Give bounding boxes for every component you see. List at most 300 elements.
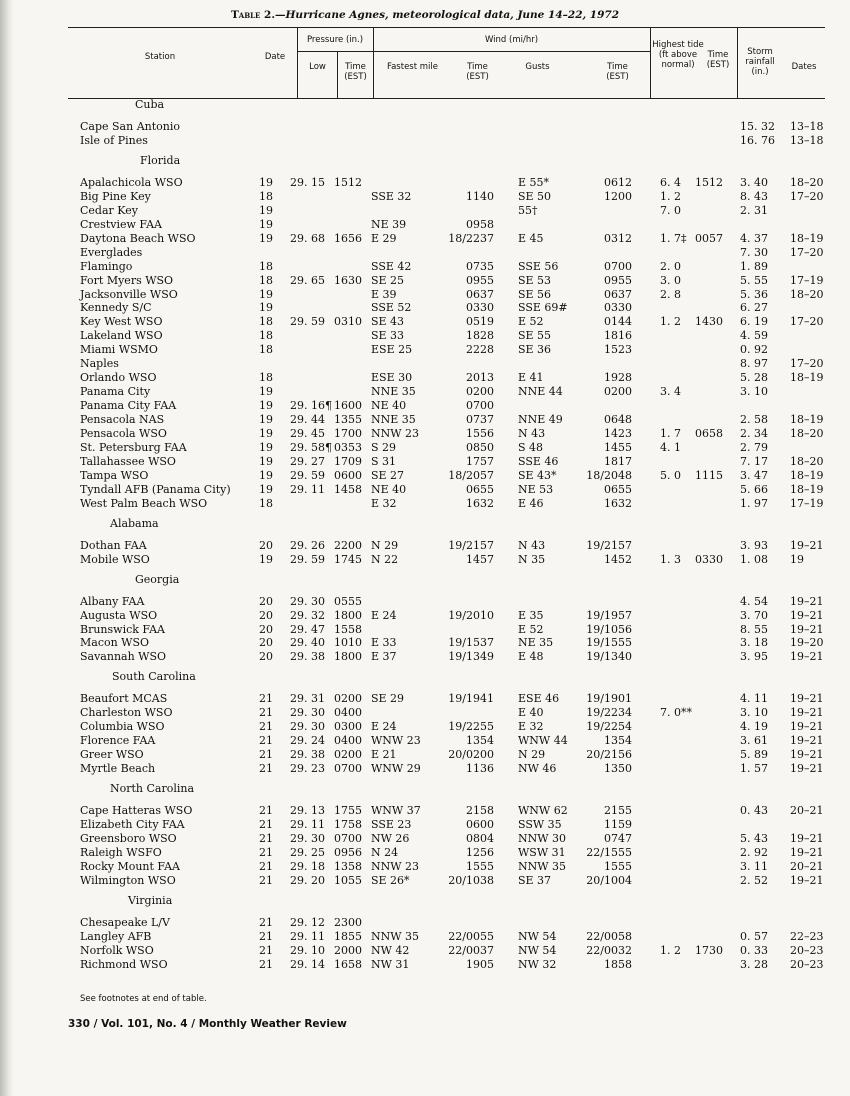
cell-dates: 19–21 bbox=[790, 538, 824, 552]
cell-station: Myrtle Beach bbox=[80, 762, 156, 776]
cell-gtime: 22/1555 bbox=[586, 845, 632, 859]
cell-rain: 5. 28 bbox=[740, 371, 768, 385]
cell-station: Tyndall AFB (Panama City) bbox=[80, 482, 231, 496]
cell-gusts: E 48 bbox=[518, 650, 544, 664]
cell-rain: 2. 79 bbox=[740, 440, 768, 454]
cell-gusts: E 45 bbox=[518, 231, 544, 245]
hdr-storm-rainfall: Storm rainfall (in.) bbox=[745, 47, 775, 77]
cell-ttime: 1430 bbox=[695, 315, 723, 329]
cell-station: Daytona Beach WSO bbox=[80, 231, 196, 245]
cell-ftime: 19/1537 bbox=[448, 636, 494, 650]
table-row bbox=[0, 232, 850, 246]
cell-tide: 6. 4 bbox=[660, 175, 681, 189]
cell-gtime: 1555 bbox=[604, 859, 632, 873]
table-row bbox=[0, 260, 850, 274]
cell-ftime: 0655 bbox=[466, 482, 494, 496]
table-row bbox=[0, 357, 850, 371]
cell-fastest: E 29 bbox=[371, 231, 397, 245]
table-row bbox=[0, 734, 850, 748]
cell-rain: 4. 19 bbox=[740, 720, 768, 734]
table-row bbox=[0, 930, 850, 944]
cell-gtime: 2155 bbox=[604, 804, 632, 818]
cell-ptime: 1358 bbox=[334, 859, 362, 873]
cell-low: 29. 59 bbox=[290, 468, 325, 482]
table-row bbox=[0, 441, 850, 455]
cell-station: West Palm Beach WSO bbox=[80, 496, 208, 510]
cell-gusts: N 29 bbox=[518, 748, 546, 762]
cell-ptime: 0700 bbox=[334, 831, 362, 845]
cell-station: Beaufort MCAS bbox=[80, 692, 168, 706]
cell-rain: 1. 89 bbox=[740, 259, 768, 273]
cell-gusts: N 43 bbox=[518, 538, 546, 552]
cell-ftime: 0200 bbox=[466, 385, 494, 399]
cell-date: 19 bbox=[259, 217, 273, 231]
section-heading: Cuba bbox=[135, 98, 165, 111]
cell-ftime: 0330 bbox=[466, 301, 494, 315]
table-row bbox=[0, 595, 850, 609]
table-row bbox=[0, 274, 850, 288]
cell-gtime: 1817 bbox=[604, 454, 632, 468]
cell-ftime: 2228 bbox=[466, 343, 494, 357]
cell-fastest: E 21 bbox=[371, 748, 397, 762]
section-heading: South Carolina bbox=[112, 670, 196, 684]
cell-date: 21 bbox=[259, 845, 273, 859]
cell-rain: 1. 57 bbox=[740, 762, 768, 776]
cell-low: 29. 38 bbox=[290, 748, 325, 762]
cell-fastest: SSE 52 bbox=[371, 301, 412, 315]
cell-gtime: 1858 bbox=[604, 957, 632, 971]
cell-station: Jacksonville WSO bbox=[80, 287, 178, 301]
cell-station: Panama City FAA bbox=[80, 399, 177, 413]
cell-ptime: 2300 bbox=[334, 915, 362, 929]
cell-rain: 3. 10 bbox=[740, 385, 768, 399]
cell-ttime: 0658 bbox=[695, 427, 723, 440]
cell-station: Norfolk WSO bbox=[80, 943, 154, 957]
cell-ftime: 0850 bbox=[466, 440, 494, 454]
cell-station: Crestview FAA bbox=[80, 217, 162, 231]
footnote: See footnotes at end of table. bbox=[80, 994, 207, 1004]
cell-date: 18 bbox=[259, 315, 273, 329]
cell-rain: 3. 28 bbox=[740, 957, 768, 971]
cell-date: 21 bbox=[259, 762, 273, 776]
cell-ftime: 0958 bbox=[466, 217, 494, 231]
table-row bbox=[0, 329, 850, 343]
cell-rain: 0. 57 bbox=[740, 929, 768, 943]
cell-ttime: 1115 bbox=[695, 468, 723, 482]
cell-station: Wilmington WSO bbox=[80, 873, 176, 887]
cell-date: 18 bbox=[259, 496, 273, 510]
cell-date: 19 bbox=[259, 175, 273, 189]
cell-ptime: 1630 bbox=[334, 273, 362, 287]
cell-gusts: E 32 bbox=[518, 720, 544, 734]
cell-low: 29. 13 bbox=[290, 804, 325, 818]
cell-ftime: 19/2010 bbox=[448, 608, 494, 622]
cell-gusts: SSE 69# bbox=[518, 301, 568, 315]
cell-ftime: 0737 bbox=[466, 413, 494, 427]
cell-gtime: 0612 bbox=[604, 175, 632, 189]
cell-ptime: 1458 bbox=[334, 482, 362, 496]
cell-dates: 19–21 bbox=[790, 873, 824, 887]
cell-ptime: 0200 bbox=[334, 748, 362, 762]
cell-ptime: 1600 bbox=[334, 399, 362, 413]
cell-ptime: 1512 bbox=[334, 175, 362, 189]
cell-gusts: NW 54 bbox=[518, 943, 557, 957]
cell-ftime: 1828 bbox=[466, 329, 494, 343]
cell-fastest: NNE 35 bbox=[371, 413, 416, 427]
cell-dates: 17–20 bbox=[790, 189, 824, 203]
hdr-fastest-mile: Fastest mile bbox=[386, 62, 438, 72]
cell-low: 29. 20 bbox=[290, 873, 325, 887]
table-row bbox=[0, 176, 850, 190]
cell-fastest: SE 29 bbox=[371, 692, 405, 706]
cell-gusts: E 35 bbox=[518, 608, 544, 622]
cell-dates: 19–21 bbox=[790, 692, 824, 706]
cell-gtime: 0655 bbox=[604, 482, 632, 496]
section-heading: Virginia bbox=[128, 893, 173, 907]
cell-fastest: N 22 bbox=[371, 552, 399, 566]
cell-low: 29. 59 bbox=[290, 315, 325, 329]
cell-date: 19 bbox=[259, 385, 273, 399]
table-row bbox=[0, 832, 850, 846]
cell-ftime: 19/1941 bbox=[448, 692, 494, 706]
cell-gusts: SSW 35 bbox=[518, 818, 562, 831]
table-row bbox=[0, 818, 850, 832]
cell-low: 29. 11 bbox=[290, 929, 325, 943]
cell-station: Elizabeth City FAA bbox=[80, 818, 185, 831]
cell-gtime: 0312 bbox=[604, 231, 632, 245]
cell-rain: 3. 11 bbox=[740, 859, 768, 873]
cell-gusts: E 40 bbox=[518, 706, 544, 720]
cell-station: Chesapeake L/V bbox=[80, 915, 170, 929]
cell-gtime: 0637 bbox=[604, 287, 632, 301]
cell-gusts: SE 53 bbox=[518, 273, 552, 287]
cell-ttime: 0057 bbox=[695, 231, 723, 245]
cell-low: 29. 10 bbox=[290, 943, 325, 957]
table-row bbox=[0, 455, 850, 469]
table-row bbox=[0, 371, 850, 385]
cell-fastest: NW 42 bbox=[371, 943, 410, 957]
cell-low: 29. 26 bbox=[290, 538, 325, 552]
cell-date: 20 bbox=[259, 650, 273, 664]
cell-ftime: 1354 bbox=[466, 734, 494, 748]
cell-low: 29. 40 bbox=[290, 636, 325, 650]
cell-dates: 19–21 bbox=[790, 734, 824, 748]
cell-gusts: WNW 62 bbox=[518, 804, 568, 818]
cell-fastest: NE 39 bbox=[371, 217, 407, 231]
cell-date: 21 bbox=[259, 818, 273, 831]
wind-subrule bbox=[373, 51, 650, 52]
cell-ptime: 0400 bbox=[334, 706, 362, 720]
cell-fastest: SSE 23 bbox=[371, 818, 412, 831]
cell-fastest: E 33 bbox=[371, 636, 397, 650]
cell-low: 29. 25 bbox=[290, 845, 325, 859]
cell-ftime: 0637 bbox=[466, 287, 494, 301]
cell-ttime: 1512 bbox=[695, 175, 723, 189]
cell-gtime: 22/0058 bbox=[586, 929, 632, 943]
cell-date: 19 bbox=[259, 482, 273, 496]
cell-tide: 3. 0 bbox=[660, 273, 681, 287]
cell-date: 21 bbox=[259, 957, 273, 971]
cell-ttime: 0330 bbox=[695, 552, 723, 566]
cell-ptime: 0400 bbox=[334, 734, 362, 748]
cell-gtime: 0747 bbox=[604, 831, 632, 845]
cell-tide: 7. 0** bbox=[660, 706, 692, 720]
cell-low: 29. 14 bbox=[290, 957, 325, 971]
cell-station: Miami WSMO bbox=[80, 343, 158, 357]
cell-ftime: 1555 bbox=[466, 859, 494, 873]
table-label: Table 2. bbox=[230, 9, 276, 21]
cell-dates: 13–18 bbox=[790, 133, 824, 147]
cell-rain: 4. 11 bbox=[740, 692, 768, 706]
cell-ptime: 0310 bbox=[334, 315, 362, 329]
cell-ftime: 1457 bbox=[466, 552, 494, 566]
col-divider-3 bbox=[650, 27, 651, 98]
header-bottom-rule bbox=[68, 98, 825, 99]
cell-ptime: 1656 bbox=[334, 231, 362, 245]
cell-ftime: 0700 bbox=[466, 399, 494, 413]
pressure-subrule bbox=[297, 51, 373, 52]
cell-low: 29. 31 bbox=[290, 692, 325, 706]
cell-gtime: 1200 bbox=[604, 189, 632, 203]
cell-ftime: 0600 bbox=[466, 818, 494, 831]
cell-low: 29. 11 bbox=[290, 818, 325, 831]
cell-rain: 0. 43 bbox=[740, 804, 768, 818]
cell-ftime: 2158 bbox=[466, 804, 494, 818]
cell-rain: 8. 43 bbox=[740, 189, 768, 203]
cell-dates: 18–20 bbox=[790, 287, 824, 301]
cell-ptime: 1558 bbox=[334, 622, 362, 636]
cell-rain: 1. 97 bbox=[740, 496, 768, 510]
cell-fastest: ESE 25 bbox=[371, 343, 413, 357]
table-row bbox=[0, 748, 850, 762]
cell-ftime: 19/2157 bbox=[448, 538, 494, 552]
table-row bbox=[0, 804, 850, 818]
cell-rain: 6. 19 bbox=[740, 315, 768, 329]
cell-station: Greer WSO bbox=[80, 748, 144, 762]
cell-ptime: 1055 bbox=[334, 873, 362, 887]
cell-fastest: NE 40 bbox=[371, 399, 407, 413]
cell-date: 19 bbox=[259, 399, 273, 413]
cell-ptime: 0353 bbox=[334, 440, 362, 454]
table-row bbox=[0, 134, 850, 148]
table-row bbox=[0, 301, 850, 315]
cell-dates: 18–19 bbox=[790, 482, 824, 496]
cell-fastest: E 32 bbox=[371, 496, 397, 510]
cell-dates: 18–20 bbox=[790, 454, 824, 468]
cell-date: 18 bbox=[259, 329, 273, 343]
hdr-date: Date bbox=[264, 52, 286, 62]
cell-rain: 5. 55 bbox=[740, 273, 768, 287]
cell-date: 18 bbox=[259, 259, 273, 273]
cell-low: 29. 45 bbox=[290, 427, 325, 440]
cell-fastest: E 24 bbox=[371, 608, 397, 622]
cell-station: St. Petersburg FAA bbox=[80, 440, 187, 454]
table-row bbox=[0, 483, 850, 497]
cell-rain: 4. 37 bbox=[740, 231, 768, 245]
cell-fastest: SE 27 bbox=[371, 468, 405, 482]
cell-gusts: SE 43* bbox=[518, 468, 557, 482]
section-heading: Georgia bbox=[135, 572, 180, 586]
cell-gusts: SE 56 bbox=[518, 287, 552, 301]
cell-date: 19 bbox=[259, 231, 273, 245]
cell-gtime: 18/2048 bbox=[586, 468, 632, 482]
cell-station: Macon WSO bbox=[80, 636, 150, 650]
cell-fastest: E 37 bbox=[371, 650, 397, 664]
cell-date: 19 bbox=[259, 301, 273, 315]
cell-low: 29. 30 bbox=[290, 831, 325, 845]
cell-gusts: E 55* bbox=[518, 175, 550, 189]
cell-gtime: 20/2156 bbox=[586, 748, 632, 762]
hdr-highest-tide: Highest tide (ft above normal) bbox=[652, 40, 704, 70]
cell-gusts: SE 55 bbox=[518, 329, 552, 343]
cell-low: 29. 24 bbox=[290, 734, 325, 748]
cell-station: Cape Hatteras WSO bbox=[80, 804, 193, 818]
table-row bbox=[0, 246, 850, 260]
cell-dates: 17–20 bbox=[790, 315, 824, 329]
table-row bbox=[0, 385, 850, 399]
cell-gtime: 0144 bbox=[604, 315, 632, 329]
cell-dates: 13–18 bbox=[790, 120, 824, 133]
cell-ptime: 1855 bbox=[334, 929, 362, 943]
cell-date: 21 bbox=[259, 929, 273, 943]
cell-date: 19 bbox=[259, 413, 273, 427]
cell-gtime: 1452 bbox=[604, 552, 632, 566]
cell-date: 21 bbox=[259, 734, 273, 748]
cell-station: Dothan FAA bbox=[80, 538, 147, 552]
table-row bbox=[0, 553, 850, 567]
cell-fastest: ESE 30 bbox=[371, 371, 413, 385]
cell-gusts: SSE 46 bbox=[518, 454, 559, 468]
cell-rain: 3. 93 bbox=[740, 538, 768, 552]
cell-date: 18 bbox=[259, 371, 273, 385]
cell-tide: 1. 3 bbox=[660, 552, 681, 566]
cell-low: 29. 27 bbox=[290, 454, 325, 468]
cell-gtime: 0200 bbox=[604, 385, 632, 399]
cell-rain: 7. 17 bbox=[740, 454, 768, 468]
cell-station: Isle of Pines bbox=[80, 133, 148, 147]
cell-station: Charleston WSO bbox=[80, 706, 173, 720]
cell-rain: 0. 92 bbox=[740, 343, 768, 357]
cell-ftime: 22/0037 bbox=[448, 943, 494, 957]
cell-rain: 3. 47 bbox=[740, 468, 768, 482]
cell-dates: 17–20 bbox=[790, 357, 824, 371]
cell-gtime: 20/1004 bbox=[586, 873, 632, 887]
cell-gtime: 0700 bbox=[604, 259, 632, 273]
cell-ftime: 1905 bbox=[466, 957, 494, 971]
cell-tide: 1. 2 bbox=[660, 315, 681, 329]
hdr-wind: Wind (mi/hr) bbox=[484, 35, 539, 45]
cell-low: 29. 44 bbox=[290, 413, 325, 427]
table-row bbox=[0, 860, 850, 874]
cell-dates: 19–21 bbox=[790, 650, 824, 664]
table-title bbox=[0, 9, 850, 21]
table-row bbox=[0, 706, 850, 720]
cell-ftime: 20/1038 bbox=[448, 873, 494, 887]
cell-tide: 1. 7‡ bbox=[660, 231, 687, 245]
cell-gtime: 1632 bbox=[604, 496, 632, 510]
cell-station: Mobile WSO bbox=[80, 552, 150, 566]
header-top-rule bbox=[68, 27, 825, 28]
cell-gusts: WSW 31 bbox=[518, 845, 566, 859]
cell-gtime: 1350 bbox=[604, 762, 632, 776]
table-row bbox=[0, 288, 850, 302]
cell-fastest: S 31 bbox=[371, 454, 397, 468]
cell-date: 19 bbox=[259, 468, 273, 482]
cell-station: Fort Myers WSO bbox=[80, 273, 174, 287]
cell-dates: 19–21 bbox=[790, 594, 824, 608]
cell-dates: 22–23 bbox=[790, 929, 824, 943]
cell-station: Apalachicola WSO bbox=[80, 175, 183, 189]
cell-gusts: SE 37 bbox=[518, 873, 552, 887]
cell-ptime: 1700 bbox=[334, 427, 362, 440]
cell-low: 29. 32 bbox=[290, 608, 325, 622]
cell-dates: 20–21 bbox=[790, 804, 824, 818]
cell-ftime: 0519 bbox=[466, 315, 494, 329]
cell-ftime: 1757 bbox=[466, 454, 494, 468]
cell-gtime: 1354 bbox=[604, 734, 632, 748]
table-row bbox=[0, 469, 850, 483]
cell-fastest: N 24 bbox=[371, 845, 399, 859]
hdr-dates: Dates bbox=[791, 62, 817, 72]
table-row bbox=[0, 315, 850, 329]
cell-dates: 19–21 bbox=[790, 845, 824, 859]
table-row bbox=[0, 944, 850, 958]
cell-date: 21 bbox=[259, 706, 273, 720]
cell-ptime: 0956 bbox=[334, 845, 362, 859]
cell-dates: 18–19 bbox=[790, 468, 824, 482]
cell-station: Greensboro WSO bbox=[80, 831, 177, 845]
cell-gusts: NNW 35 bbox=[518, 859, 567, 873]
cell-station: Florence FAA bbox=[80, 734, 156, 748]
cell-gtime: 1159 bbox=[604, 818, 632, 831]
cell-low: 29. 30 bbox=[290, 594, 325, 608]
cell-low: 29. 18 bbox=[290, 859, 325, 873]
table-row bbox=[0, 218, 850, 232]
cell-ptime: 1755 bbox=[334, 804, 362, 818]
table-caption: —Hurricane Agnes, meteorological data, June 14–22, 1972 bbox=[275, 9, 620, 21]
cell-gusts: SE 50 bbox=[518, 189, 552, 203]
cell-gusts: SSE 56 bbox=[518, 259, 559, 273]
cell-tide: 1. 2 bbox=[660, 189, 681, 203]
cell-fastest: NNW 23 bbox=[371, 859, 420, 873]
cell-gtime: 19/2234 bbox=[586, 706, 632, 720]
cell-ftime: 18/2057 bbox=[448, 468, 494, 482]
cell-station: Richmond WSO bbox=[80, 957, 168, 971]
cell-ftime: 22/0055 bbox=[448, 929, 494, 943]
cell-dates: 19–21 bbox=[790, 706, 824, 720]
cell-station: Savannah WSO bbox=[80, 650, 167, 664]
section-heading: Florida bbox=[140, 153, 181, 167]
cell-rain: 4. 54 bbox=[740, 594, 768, 608]
cell-dates: 19–21 bbox=[790, 831, 824, 845]
cell-gtime: 0330 bbox=[604, 301, 632, 315]
cell-gusts: E 46 bbox=[518, 496, 544, 510]
cell-fastest: SE 25 bbox=[371, 273, 405, 287]
cell-station: Key West WSO bbox=[80, 315, 163, 329]
cell-station: Pensacola WSO bbox=[80, 427, 167, 440]
cell-station: Tampa WSO bbox=[80, 468, 149, 482]
table-row bbox=[0, 692, 850, 706]
cell-ptime: 1758 bbox=[334, 818, 362, 831]
cell-dates: 19–21 bbox=[790, 762, 824, 776]
cell-fastest: E 39 bbox=[371, 287, 397, 301]
cell-dates: 18–20 bbox=[790, 427, 824, 440]
table-row bbox=[0, 399, 850, 413]
cell-tide: 5. 0 bbox=[660, 468, 681, 482]
cell-dates: 19–21 bbox=[790, 622, 824, 636]
cell-date: 19 bbox=[259, 427, 273, 440]
cell-gusts: WNW 44 bbox=[518, 734, 568, 748]
